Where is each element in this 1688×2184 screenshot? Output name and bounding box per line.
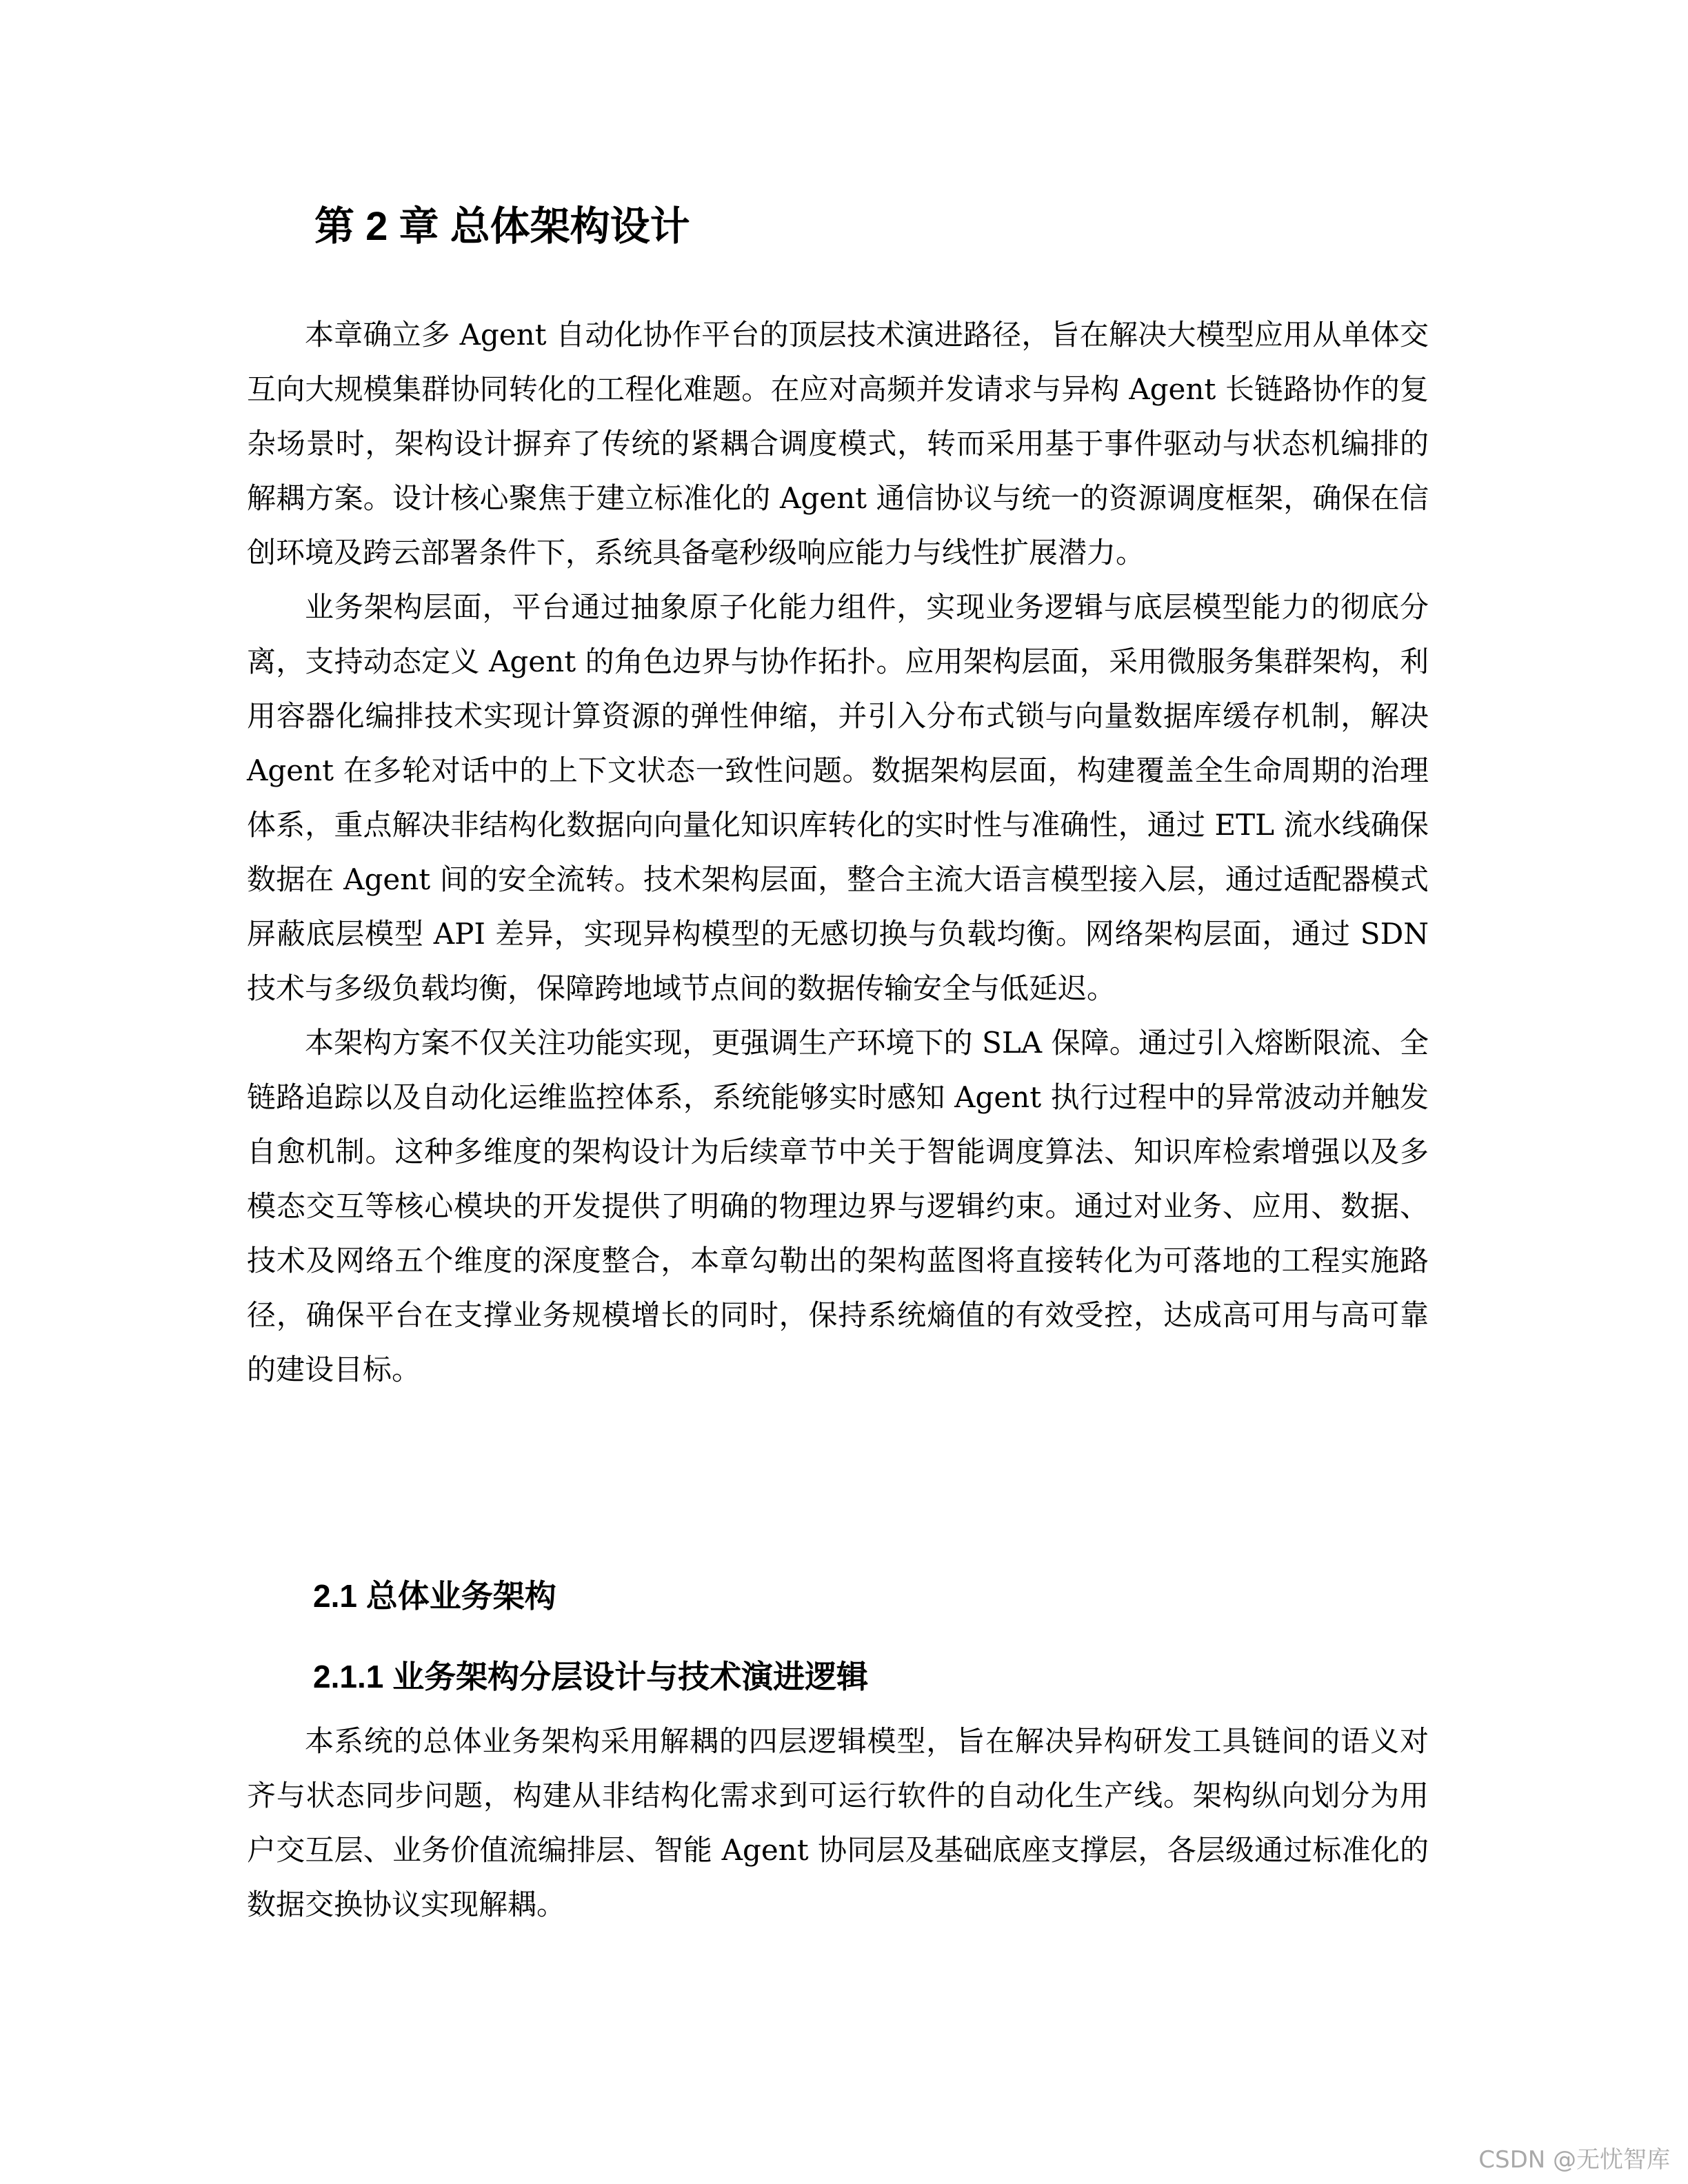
csdn-watermark: CSDN @无忧智库 <box>1478 2146 1670 2174</box>
paragraph: 业务架构层面，平台通过抽象原子化能力组件，实现业务逻辑与底层模型能力的彻底分离，支持动态定义 Agent 的角色边界与协作拓扑。应用架构层面，采用微服务集群架构，利用容器化编排技术实现计算资源的弹性伸缩，并引入分布式锁与向量数据库缓存机制，解决 Agent 在多轮对话中的上下文状态一致性问题。数据架构层面，构建覆盖全生命周期的治理体系，重点解决非结构化数据向向量化知识库转化的实时性与准确性，通过 ETL 流水线确保数据在 Agent 间的安全流转。技术架构层面，整合主流大语言模型接入层，通过适配器模式屏蔽底层模型 API 差异，实现异构模型的无感切换与负载均衡。网络架构层面，通过 SDN 技术与多级负载均衡，保障跨地域节点间的数据传输安全与低延迟。 <box>247 590 1429 1005</box>
chapter-intro <box>247 307 1429 1397</box>
section-2-1-1-body <box>247 1714 1429 1932</box>
section-heading-2-1: 2.1 总体业务架构 <box>313 1578 556 1614</box>
section-heading-2-1-1: 2.1.1 业务架构分层设计与技术演进逻辑 <box>313 1659 869 1695</box>
paragraph: 本章确立多 Agent 自动化协作平台的顶层技术演进路径，旨在解决大模型应用从单体交互向大规模集群协同转化的工程化难题。在应对高频并发请求与异构 Agent 长链路协作的复杂场景时，架构设计摒弃了传统的紧耦合调度模式，转而采用基于事件驱动与状态机编排的解耦方案。设计核心聚焦于建立标准化的 Agent 通信协议与统一的资源调度框架，确保在信创环境及跨云部署条件下，系统具备毫秒级响应能力与线性扩展潜力。 <box>247 318 1429 569</box>
paragraph: 本系统的总体业务架构采用解耦的四层逻辑模型，旨在解决异构研发工具链间的语义对齐与状态同步问题，构建从非结构化需求到可运行软件的自动化生产线。架构纵向划分为用户交互层、业务价值流编排层、智能 Agent 协同层及基础底座支撑层，各层级通过标准化的数据交换协议实现解耦。 <box>247 1724 1429 1921</box>
chapter-title: 第 2 章 总体架构设计 <box>314 204 690 249</box>
paragraph: 本架构方案不仅关注功能实现，更强调生产环境下的 SLA 保障。通过引入熔断限流、全链路追踪以及自动化运维监控体系，系统能够实时感知 Agent 执行过程中的异常波动并触发自愈机制。这种多维度的架构设计为后续章节中关于智能调度算法、知识库检索增强以及多模态交互等核心模块的开发提供了明确的物理边界与逻辑约束。通过对业务、应用、数据、技术及网络五个维度的深度整合，本章勾勒出的架构蓝图将直接转化为可落地的工程实施路径，确保平台在支撑业务规模增长的同时，保持系统熵值的有效受控，达成高可用与高可靠的建设目标。 <box>247 1026 1429 1386</box>
